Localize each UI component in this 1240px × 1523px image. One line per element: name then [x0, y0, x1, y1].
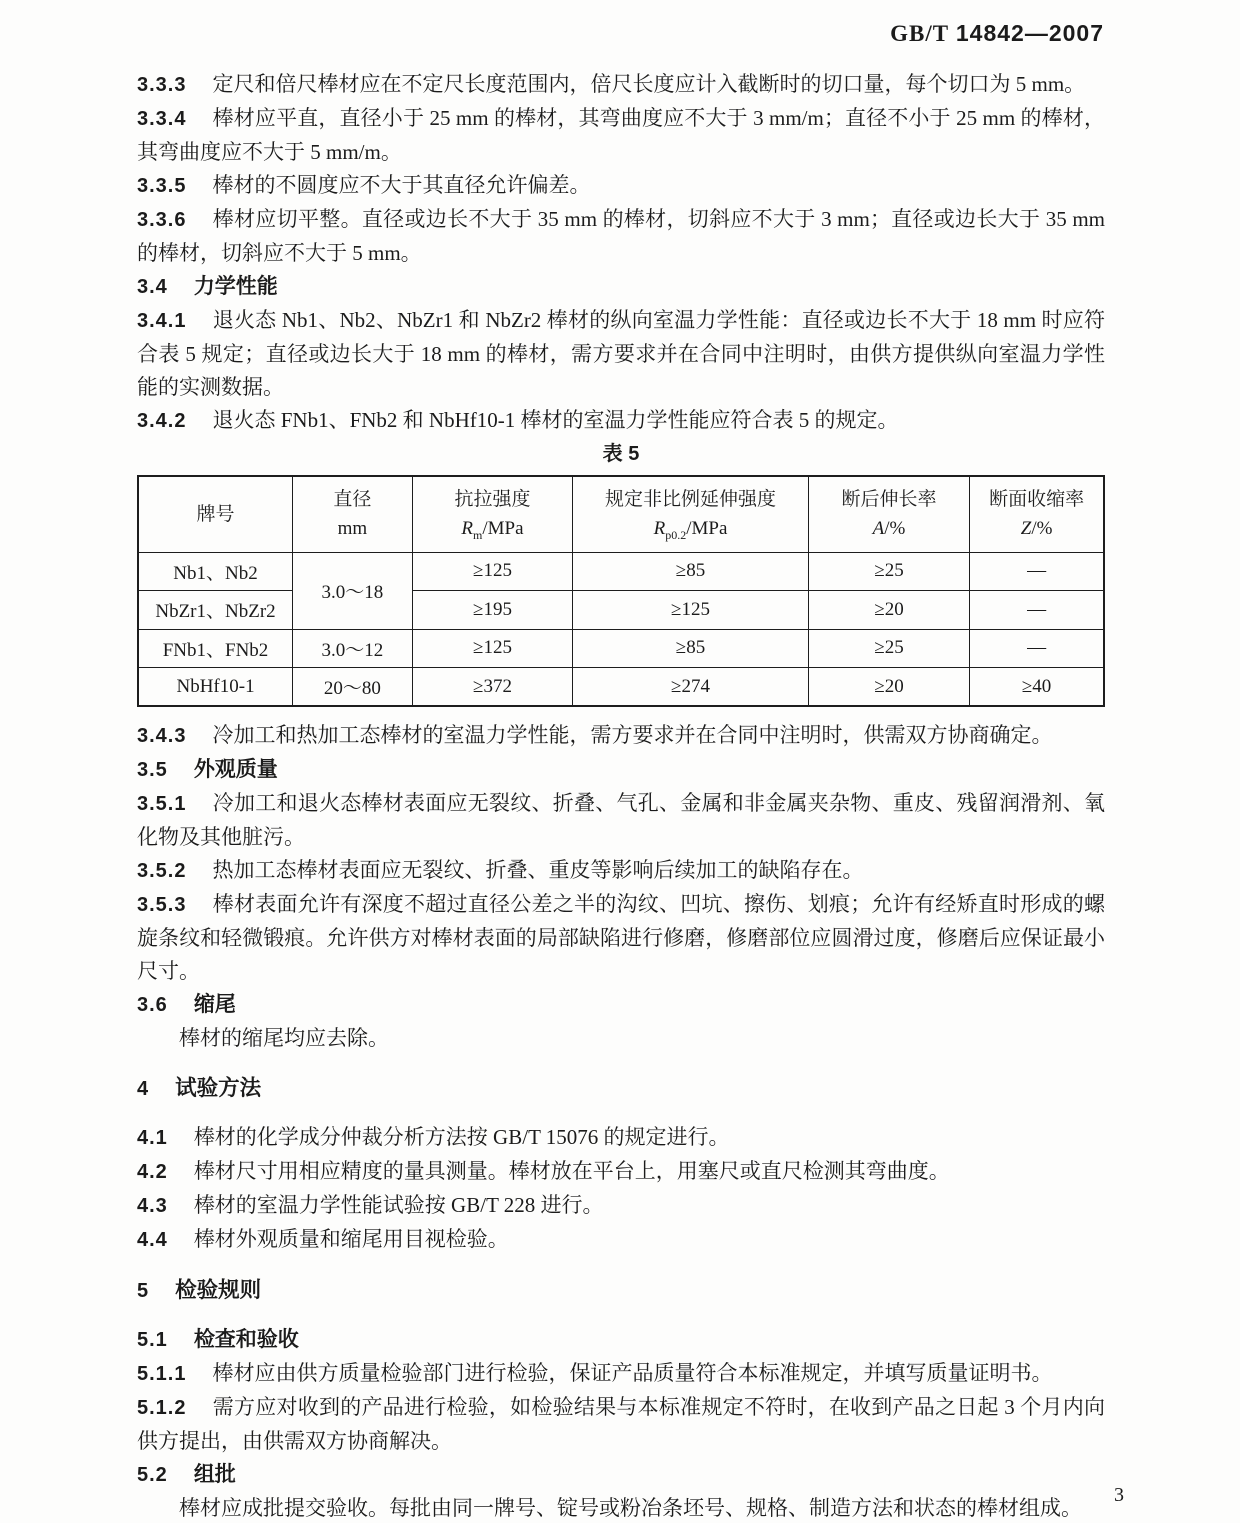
clause-3-5-3: [137, 888, 1105, 988]
column-header-tensile-strength: [412, 476, 572, 552]
clause-number: 3.3.6: [137, 209, 187, 231]
page-number: 3: [1114, 1484, 1124, 1506]
clause-3-3-6: [137, 203, 1105, 270]
clause-text: 棒材应由供方质量检验部门进行检验，保证产品质量符合本标准规定，并填写质量证明书。: [212, 1361, 1053, 1385]
clause-text: 棒材应平直，直径小于 25 mm 的棒材，其弯曲度应不大于 3 mm/m；直径不小于 25 mm 的棒材，其弯曲度应不大于 5 mm/m。: [137, 106, 1105, 164]
column-label: 抗拉强度: [454, 489, 531, 511]
clause-text: 冷加工和退火态棒材表面应无裂纹、折叠、气孔、金属和非金属夹杂物、重皮、残留润滑剂、氧化物及其他脏污。: [137, 791, 1105, 849]
cell-diameter-merged: 3.0～18: [293, 552, 413, 629]
clause-text: 棒材的化学成分仲裁分析方法按 GB/T 15076 的规定进行。: [193, 1125, 730, 1149]
clause-3-4-2: [137, 404, 1105, 438]
table-row-fnb1-fnb2: [138, 629, 1104, 668]
clause-3-3-4: [137, 102, 1105, 169]
column-symbol: $R_{p0.2}$/MPa: [653, 518, 728, 543]
cell-tensile: ≥195: [412, 591, 572, 630]
clause-5-1-2: [137, 1391, 1105, 1458]
heading-text: 检查和验收: [193, 1327, 299, 1351]
clause-5-1-1: [137, 1357, 1105, 1391]
cell-elongation: ≥20: [808, 591, 969, 630]
cell-proof: ≥85: [573, 552, 809, 591]
cell-proof: ≥85: [573, 629, 809, 668]
clause-number: 3.3.5: [137, 175, 187, 197]
column-symbol: A/%: [872, 518, 906, 540]
cell-grade: NbHf10-1: [138, 668, 293, 707]
cell-tensile: ≥125: [412, 552, 572, 591]
heading-number: 5: [137, 1280, 150, 1302]
table5-caption: 表 5: [602, 443, 640, 465]
cell-diameter: 3.0～12: [293, 629, 413, 668]
cell-grade: Nb1、Nb2: [138, 552, 293, 591]
clause-number: 4.1: [137, 1127, 168, 1149]
clause-4-1: [137, 1121, 1105, 1155]
heading-5-2: [137, 1458, 1105, 1492]
clause-text: 退火态 FNb1、FNb2 和 NbHf10-1 棒材的室温力学性能应符合表 5 的规定。: [212, 408, 899, 432]
column-label: 牌号: [196, 503, 235, 525]
clause-number: 3.4.1: [137, 310, 187, 332]
cell-diameter: 20～80: [293, 668, 413, 707]
cell-reduction: —: [970, 591, 1104, 630]
column-unit: mm: [337, 518, 368, 540]
clause-number: 3.3.4: [137, 108, 187, 130]
heading-3-4: [137, 270, 1105, 304]
heading-3-5: [137, 753, 1105, 787]
heading-text: 缩尾: [193, 992, 236, 1016]
heading-5-1: [137, 1323, 1105, 1357]
clause-number: 3.5.3: [137, 894, 187, 916]
clause-number: 3.5.2: [137, 860, 187, 882]
column-symbol: $R_m$/MPa: [461, 518, 524, 543]
column-header-grade: [138, 476, 293, 552]
table-row-nb1-nb2: [138, 552, 1104, 591]
cell-elongation: ≥20: [808, 668, 969, 707]
clause-4-2: [137, 1155, 1105, 1189]
clause-number: 3.3.3: [137, 74, 187, 96]
column-header-proof-strength: [573, 476, 809, 552]
heading-number: 3.4: [137, 276, 168, 298]
heading-number: 5.1: [137, 1329, 168, 1351]
clause-text: 棒材的不圆度应不大于其直径允许偏差。: [212, 173, 591, 197]
column-label: 断面收缩率: [989, 489, 1085, 511]
heading-number: 5.2: [137, 1464, 168, 1486]
heading-text: 检验规则: [175, 1278, 262, 1302]
clause-number: 3.4.3: [137, 725, 187, 747]
clause-text: 退火态 Nb1、Nb2、NbZr1 和 NbZr2 棒材的纵向室温力学性能：直径或边长不大于 18 mm 时应符合表 5 规定；直径或边长大于 18 mm 的棒材，需方要求并在合同中注明时，由供方提供纵向室温力学性能的实测数据。: [137, 308, 1105, 399]
table-row-nbzr1-nbzr2: [138, 591, 1104, 630]
cell-proof: ≥274: [573, 668, 809, 707]
clause-3-4-1: [137, 304, 1105, 404]
heading-5: [137, 1274, 1105, 1308]
paragraph-3-6: 棒材的缩尾均应去除。: [179, 1026, 389, 1050]
clause-4-3: [137, 1189, 1105, 1223]
cell-tensile: ≥372: [412, 668, 572, 707]
cell-grade: NbZr1、NbZr2: [138, 591, 293, 630]
cell-elongation: ≥25: [808, 629, 969, 668]
column-header-reduction-of-area: [970, 476, 1104, 552]
heading-number: 3.5: [137, 759, 168, 781]
clause-3-5-2: [137, 854, 1105, 888]
heading-text: 外观质量: [193, 757, 278, 781]
column-header-elongation: [808, 476, 969, 552]
clause-text: 棒材表面允许有深度不超过直径公差之半的沟纹、凹坑、擦伤、划痕；允许有经矫直时形成的螺旋条纹和轻微锻痕。允许供方对棒材表面的局部缺陷进行修磨，修磨部位应圆滑过度，修磨后应保证最小尺寸。: [137, 892, 1105, 983]
clause-number: 5.1.2: [137, 1397, 187, 1419]
column-label: 直径: [333, 489, 372, 511]
cell-reduction: ≥40: [970, 668, 1104, 707]
standard-prefix: GB/T: [890, 21, 950, 46]
heading-4: [137, 1072, 1105, 1106]
column-label: 规定非比例延伸强度: [605, 489, 777, 511]
heading-text: 试验方法: [175, 1076, 262, 1100]
clause-4-4: [137, 1223, 1105, 1257]
heading-3-6: [137, 988, 1105, 1022]
clause-3-5-1: [137, 787, 1105, 854]
clause-3-3-5: [137, 169, 1105, 203]
table-row-nbhf10-1: [138, 668, 1104, 707]
clause-text: 棒材的室温力学性能试验按 GB/T 228 进行。: [193, 1193, 604, 1217]
clause-number: 3.4.2: [137, 410, 187, 432]
paragraph-5-2: 棒材应成批提交验收。每批由同一牌号、锭号或粉冶条坯号、规格、制造方法和状态的棒材组成。: [179, 1496, 1082, 1520]
clause-number: 3.5.1: [137, 793, 187, 815]
column-label: 断后伸长率: [841, 489, 937, 511]
table5-mechanical-properties: [137, 475, 1105, 707]
standard-number: 14842—2007: [955, 20, 1104, 46]
heading-text: 组批: [193, 1462, 236, 1486]
cell-reduction: —: [970, 629, 1104, 668]
clause-text: 冷加工和热加工态棒材的室温力学性能，需方要求并在合同中注明时，供需双方协商确定。: [212, 723, 1053, 747]
clause-3-3-3: [137, 68, 1105, 102]
clause-number: 5.1.1: [137, 1363, 187, 1385]
clause-text: 棒材尺寸用相应精度的量具测量。棒材放在平台上，用塞尺或直尺检测其弯曲度。: [193, 1159, 950, 1183]
cell-proof: ≥125: [573, 591, 809, 630]
clause-number: 4.3: [137, 1195, 168, 1217]
cell-reduction: —: [970, 552, 1104, 591]
doc-number: [890, 20, 1104, 47]
cell-tensile: ≥125: [412, 629, 572, 668]
column-header-diameter: [293, 476, 413, 552]
table5-header-row: [138, 476, 1104, 552]
heading-number: 3.6: [137, 994, 168, 1016]
clause-number: 4.4: [137, 1229, 168, 1251]
clause-text: 棒材应切平整。直径或边长不大于 35 mm 的棒材，切斜应不大于 3 mm；直径或边长大于 35 mm 的棒材，切斜应不大于 5 mm。: [137, 207, 1105, 265]
document-content: [137, 68, 1105, 1523]
clause-text: 棒材外观质量和缩尾用目视检验。: [193, 1227, 509, 1251]
cell-grade: FNb1、FNb2: [138, 629, 293, 668]
clause-3-4-3: [137, 719, 1105, 753]
clause-text: 需方应对收到的产品进行检验，如检验结果与本标准规定不符时，在收到产品之日起 3 个月内向供方提出，由供需双方协商解决。: [137, 1395, 1105, 1453]
clause-number: 4.2: [137, 1161, 168, 1183]
column-symbol: Z/%: [1020, 518, 1053, 540]
cell-elongation: ≥25: [808, 552, 969, 591]
clause-text: 定尺和倍尺棒材应在不定尺长度范围内，倍尺长度应计入截断时的切口量，每个切口为 5 mm。: [212, 72, 1086, 96]
clause-text: 热加工态棒材表面应无裂纹、折叠、重皮等影响后续加工的缺陷存在。: [212, 858, 864, 882]
heading-text: 力学性能: [193, 274, 278, 298]
heading-number: 4: [137, 1078, 150, 1100]
